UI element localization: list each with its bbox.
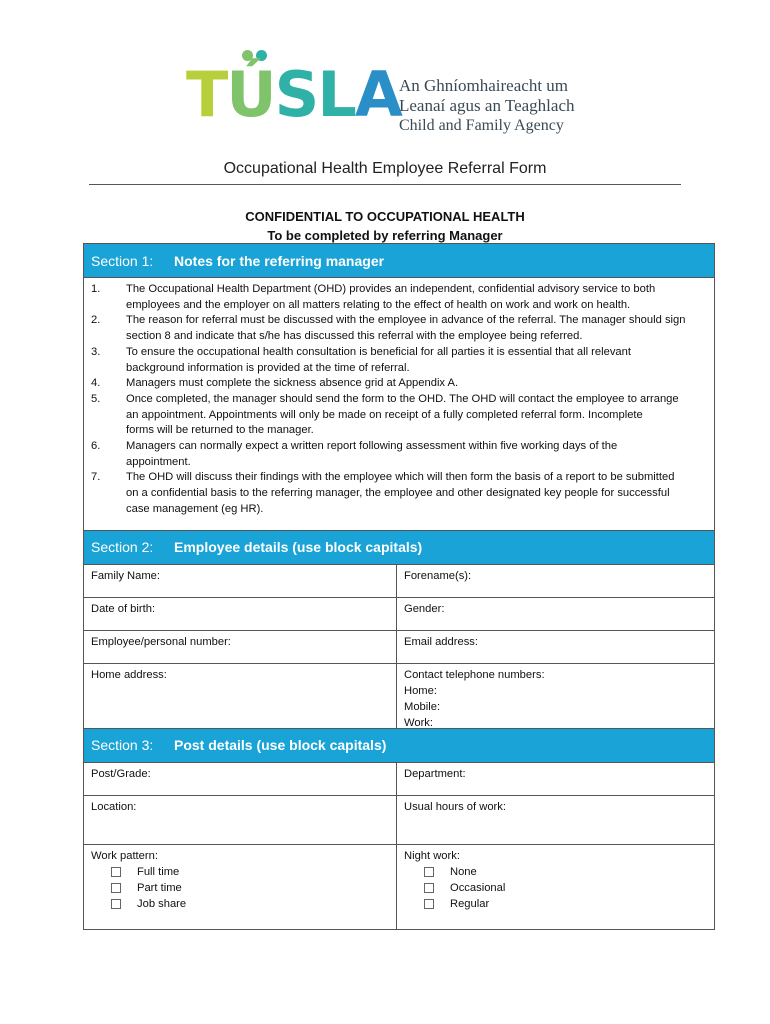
option-label: Occasional — [450, 881, 506, 894]
location-field[interactable]: Location: — [84, 796, 397, 844]
form-title: Occupational Health Employee Referral Form — [223, 160, 547, 177]
work-option-part-time[interactable] — [91, 880, 389, 896]
table-row — [84, 598, 714, 631]
note-text — [126, 345, 714, 376]
work-pattern-field — [84, 845, 397, 929]
option-label: Job share — [137, 897, 187, 910]
section-3-label: Post details (use block capitals) — [174, 737, 387, 754]
list-item — [84, 376, 714, 392]
employee-number-field[interactable]: Employee/personal number: — [84, 631, 397, 663]
checkbox[interactable] — [111, 899, 121, 909]
list-item — [84, 345, 714, 376]
logo-line-english: Child and Family Agency — [399, 117, 564, 134]
logo-line-irish-1: An Ghníomhaireacht um — [399, 76, 569, 95]
note-number: 1. — [91, 283, 101, 295]
list-item — [84, 439, 714, 470]
logo-wordmark: TÚSLA — [186, 58, 401, 131]
work-pattern-label: Work pattern: — [91, 849, 158, 862]
title-divider — [89, 184, 681, 185]
night-work-label: Night work: — [404, 849, 460, 862]
forename-field[interactable]: Forename(s): — [404, 569, 472, 582]
logo-line-irish-2: Leanaí agus an Teaghlach — [399, 96, 575, 115]
note-text — [126, 376, 714, 392]
note-line: background information is provided at the time of referral. — [126, 361, 410, 374]
note-line: The OHD will discuss their findings with the employee which will then form the basis of a report to be submitted — [126, 471, 675, 484]
home-address-field[interactable]: Home address: — [84, 664, 397, 728]
checkbox[interactable] — [111, 883, 121, 893]
usual-hours-field[interactable]: Usual hours of work: — [404, 800, 506, 813]
note-text — [126, 470, 714, 517]
checkbox[interactable] — [424, 899, 434, 909]
table-row — [84, 763, 714, 796]
confidential-heading — [0, 207, 770, 245]
note-line: The reason for referral must be discussed with the employee in advance of the referral. The manager should sign — [126, 314, 686, 327]
option-label: Full time — [137, 865, 180, 878]
note-line: Managers must complete the sickness absence grid at Appendix A. — [126, 377, 459, 390]
table-row — [84, 631, 714, 664]
night-work-field — [397, 845, 714, 929]
note-text — [126, 282, 714, 313]
night-option-occasional[interactable] — [404, 880, 707, 896]
dob-field[interactable]: Date of birth: — [84, 598, 397, 630]
list-item — [84, 313, 714, 344]
night-option-regular[interactable] — [404, 896, 707, 912]
table-row — [84, 664, 714, 729]
note-text — [126, 392, 714, 439]
email-field[interactable]: Email address: — [404, 635, 478, 648]
section-1-label: Notes for the referring manager — [174, 252, 385, 269]
note-line: Once completed, the manager should send the form to the OHD. The OHD will contact the employee to arrange — [126, 392, 679, 405]
note-number: 6. — [91, 440, 101, 453]
note-line: an appointment. Appointments will only be made on receipt of a fully completed referral form. Incomplete — [126, 408, 643, 421]
checkbox[interactable] — [424, 867, 434, 877]
work-phone-label: Work: — [404, 716, 434, 729]
table-row — [84, 845, 714, 929]
note-line: forms will be returned to the manager. — [126, 424, 314, 437]
checkbox[interactable] — [424, 883, 434, 893]
department-field[interactable]: Department: — [404, 767, 466, 780]
note-number: 4. — [91, 377, 101, 390]
section-2-number: Section 2: — [91, 539, 154, 556]
section-3-number: Section 3: — [91, 737, 154, 754]
referral-form — [83, 243, 715, 930]
note-line: on a confidential basis to the referring manager, the employee and other designated key people for successful — [126, 487, 670, 500]
note-line: To ensure the occupational health consultation is beneficial for all parties it is essential that all relevant — [126, 345, 631, 358]
list-item — [84, 470, 714, 517]
family-name-field[interactable]: Family Name: — [84, 565, 397, 597]
section-2-label: Employee details (use block capitals) — [174, 539, 423, 556]
note-line: section 8 and indicate that s/he has discussed this referral with the employee being referred. — [126, 330, 583, 343]
mobile-phone-label: Mobile: — [404, 700, 441, 713]
section-3-header — [84, 729, 714, 763]
note-number: 2. — [91, 314, 101, 327]
logo-agency-name — [399, 76, 575, 136]
contact-phone-label: Contact telephone numbers: — [404, 668, 545, 681]
contact-phone-field[interactable] — [397, 664, 714, 728]
work-option-job-share[interactable] — [91, 896, 389, 912]
note-line: The Occupational Health Department (OHD) provides an independent, confidential advisory service to both — [126, 283, 656, 295]
gender-field[interactable]: Gender: — [404, 602, 445, 615]
option-label: Regular — [450, 897, 490, 910]
note-number: 3. — [91, 345, 101, 358]
section-1-notes — [84, 278, 714, 531]
section-1-number: Section 1: — [91, 252, 154, 269]
completed-by-line: To be completed by referring Manager — [267, 228, 503, 243]
night-option-none[interactable] — [404, 864, 707, 880]
work-option-full-time[interactable] — [91, 864, 389, 880]
note-text — [126, 313, 714, 344]
list-item — [84, 282, 714, 313]
note-line: appointment. — [126, 455, 191, 468]
confidential-line: CONFIDENTIAL TO OCCUPATIONAL HEALTH — [245, 209, 525, 224]
note-line: case management (eg HR). — [126, 502, 264, 515]
option-label: None — [450, 865, 477, 878]
option-label: Part time — [137, 881, 182, 894]
note-line: Managers can normally expect a written report following assessment within five working days of the — [126, 440, 618, 453]
note-number: 5. — [91, 392, 101, 405]
post-grade-field[interactable]: Post/Grade: — [84, 763, 397, 795]
note-number: 7. — [91, 471, 101, 484]
list-item — [84, 392, 714, 439]
table-row — [84, 565, 714, 598]
tusla-logo — [186, 48, 586, 132]
section-2-header — [84, 531, 714, 565]
note-text — [126, 439, 714, 470]
checkbox[interactable] — [111, 867, 121, 877]
home-phone-label: Home: — [404, 684, 437, 697]
section-1-header — [84, 244, 714, 278]
note-line: employees and the employer on all matters relating to the effect of health on work and work on health. — [126, 298, 631, 311]
table-row — [84, 796, 714, 845]
